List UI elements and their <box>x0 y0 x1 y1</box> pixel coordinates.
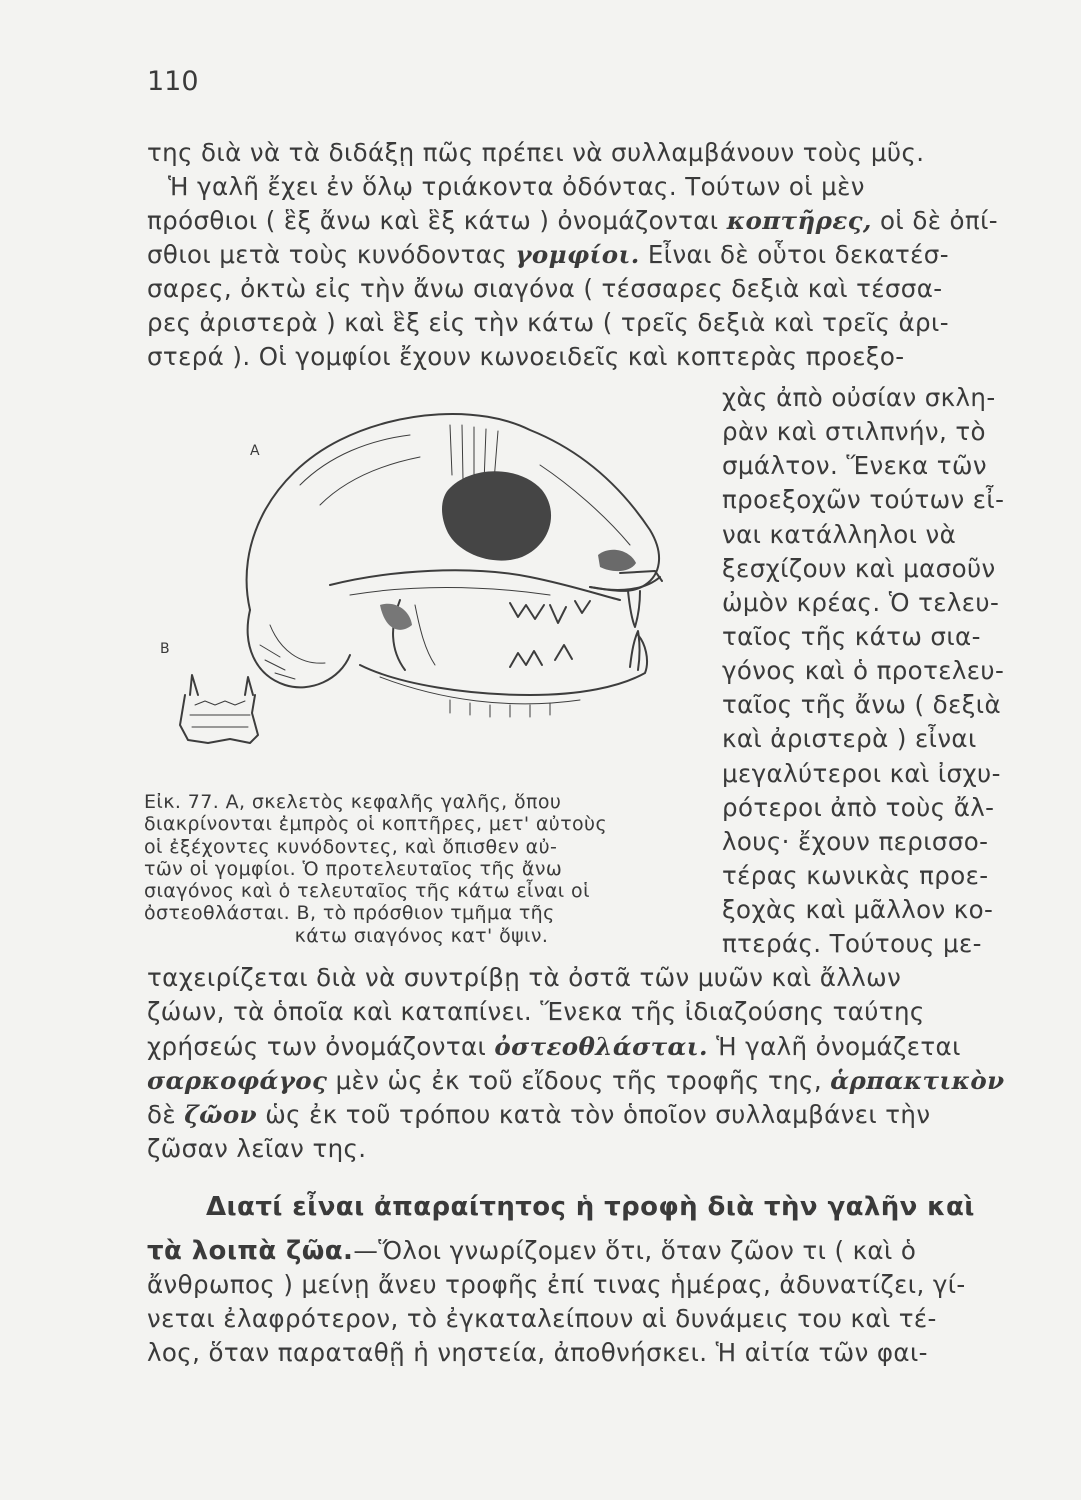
text-line: της διὰ νὰ τὰ διδάξῃ πῶς πρέπει νὰ συλλαμβάνουν τοὺς μῦς. <box>147 138 925 167</box>
text-line: νεται ἐλαφρότερον, τὸ ἐγκαταλείπουν αἱ δυνάμεις του καὶ τέ- <box>147 1304 937 1333</box>
caption-line: Εἰκ. 77. Α, σκελετὸς κεφαλῆς γαλῆς, ὅπου <box>144 791 562 813</box>
column-line: ταῖος τῆς κάτω σια- <box>722 622 981 651</box>
text-line: στερά ). Οἱ γομφίοι ἔχουν κωνοειδεῖς καὶ κοπτερὰς προεξο- <box>147 342 905 371</box>
term-osteothlastai: ὀστεοθλάσται. <box>494 1032 708 1061</box>
figure-label-a: A <box>250 443 260 459</box>
section-heading-end: τὰ λοιπὰ ζῶα. <box>147 1236 354 1266</box>
text-line: σαρες, ὀκτὼ εἰς τὴν ἄνω σιαγόνα ( τέσσαρες δεξιὰ καὶ τέσσα- <box>147 274 943 303</box>
text-run: πρόσθιοι ( ἓξ ἄνω καὶ ἓξ κάτω ) ὀνομάζονται <box>147 206 727 235</box>
text-line: ρες ἀριστερὰ ) καὶ ἓξ εἰς τὴν κάτω ( τρεῖς δεξιὰ καὶ τρεῖς ἀρι- <box>147 308 949 337</box>
column-line: χὰς ἀπὸ οὐσίαν σκλη- <box>722 383 996 412</box>
column-line: ταῖος τῆς ἄνω ( δεξιὰ <box>722 690 1002 719</box>
column-line: πτεράς. Τούτους με- <box>722 929 982 958</box>
text-run: σθιοι μετὰ τοὺς κυνόδοντας <box>147 240 516 269</box>
text-run: χρήσεώς των ὀνομάζονται <box>147 1032 495 1061</box>
column-line: ξεσχίζουν καὶ μασοῦν <box>722 554 996 583</box>
caption-line: τῶν οἱ γομφίοι. Ὁ προτελευταῖος τῆς ἄνω <box>144 857 563 880</box>
column-line: ξοχὰς καὶ μᾶλλον κο- <box>722 895 994 924</box>
caption-line: ὀστεοθλάσται. Β, τὸ πρόσθιον τμῆμα τῆς <box>144 902 555 925</box>
text-line <box>147 1030 961 1064</box>
text-line: ζῶσαν λεῖαν της. <box>147 1134 367 1163</box>
term-zoon: ζῶον <box>184 1100 258 1129</box>
column-line: ναι κατάλληλοι νὰ <box>722 520 957 549</box>
text-run: μὲν ὡς ἐκ τοῦ εἴδους τῆς τροφῆς της, <box>327 1066 831 1095</box>
caption-line: διακρίνονται ἐμπρὸς οἱ κοπτῆρες, μετ' αὐτοὺς <box>144 813 608 836</box>
column-line: γόνος καὶ ὁ προτελευ- <box>722 656 1005 685</box>
column-line: ρότεροι ἀπὸ τοὺς ἄλ- <box>722 793 995 822</box>
term-gomfioi: γομφίοι. <box>515 240 640 269</box>
figure-caption <box>144 791 699 947</box>
column-line: ὠμὸν κρέας. Ὁ τελευ- <box>722 588 1000 617</box>
caption-line: σιαγόνος καὶ ὁ τελευταῖος τῆς κάτω εἶναι οἱ <box>144 880 590 903</box>
text-line <box>147 204 998 238</box>
term-sarkofagos: σαρκοφάγος <box>147 1066 328 1095</box>
text-line: ἄνθρωπος ) μείνῃ ἄνευ τροφῆς ἐπί τινας ἡμέρας, ἀδυνατίζει, γί- <box>147 1270 966 1299</box>
cat-skull-figure <box>150 395 690 789</box>
column-line: σμάλτον. Ἕνεκα τῶν <box>722 451 987 480</box>
text-line <box>147 1234 916 1268</box>
text-run: οἱ δὲ ὀπί- <box>871 206 999 235</box>
caption-line: κάτω σιαγόνος κατ' ὄψιν. <box>294 924 549 947</box>
term-arpaktikon: ἁρπακτικὸν <box>830 1066 1005 1095</box>
text-line: λος, ὅταν παραταθῇ ἡ νηστεία, ἀποθνήσκει. Ἡ αἰτία τῶν φαι- <box>147 1338 928 1367</box>
text-run: Ἡ γαλῆ ὀνομάζεται <box>707 1032 961 1061</box>
page-number: 110 <box>147 66 199 97</box>
figure-label-b: B <box>160 641 170 657</box>
section-heading: Διατί εἶναι ἀπαραίτητος ἡ τροφὴ διὰ τὴν γαλῆν καὶ <box>206 1192 975 1222</box>
column-line: λους· ἔχουν περισσο- <box>722 827 989 856</box>
term-koptires: κοπτῆρες, <box>726 206 872 235</box>
text-line: ζώων, τὰ ὁποῖα καὶ καταπίνει. Ἕνεκα τῆς ἰδιαζούσης ταύτης <box>147 997 925 1026</box>
text-line: Ἡ γαλῆ ἔχει ἐν ὅλῳ τριάκοντα ὀδόντας. Τούτων οἱ μὲν <box>168 172 865 201</box>
text-run: ὡς ἐκ τοῦ τρόπου κατὰ τὸν ὁποῖον συλλαμβάνει τὴν <box>257 1100 931 1129</box>
cat-skull-drawing <box>150 395 690 785</box>
column-line: προεξοχῶν τούτων εἶ- <box>722 485 1005 514</box>
caption-line: οἱ ἐξέχοντες κυνόδοντες, καὶ ὄπισθεν αὐ- <box>144 835 558 858</box>
text-line <box>147 1098 930 1132</box>
text-run: δὲ <box>147 1100 185 1129</box>
text-line: ταχειρίζεται διὰ νὰ συντρίβῃ τὰ ὀστᾶ τῶν μυῶν καὶ ἄλλων <box>147 963 902 992</box>
column-line: καὶ ἀριστερὰ ) εἶναι <box>722 724 977 753</box>
text-run: Εἶναι δὲ οὗτοι δεκατέσ- <box>639 240 949 269</box>
text-line <box>147 238 949 272</box>
text-line <box>147 1064 1005 1098</box>
column-line: τέρας κωνικὰς προε- <box>722 861 989 890</box>
column-line: ρὰν καὶ στιλπνήν, τὸ <box>722 417 986 446</box>
column-line: μεγαλύτεροι καὶ ἰσχυ- <box>722 759 1001 788</box>
text-run: —Ὅλοι γνωρίζομεν ὅτι, ὅταν ζῶον τι ( καὶ ὁ <box>353 1236 917 1265</box>
